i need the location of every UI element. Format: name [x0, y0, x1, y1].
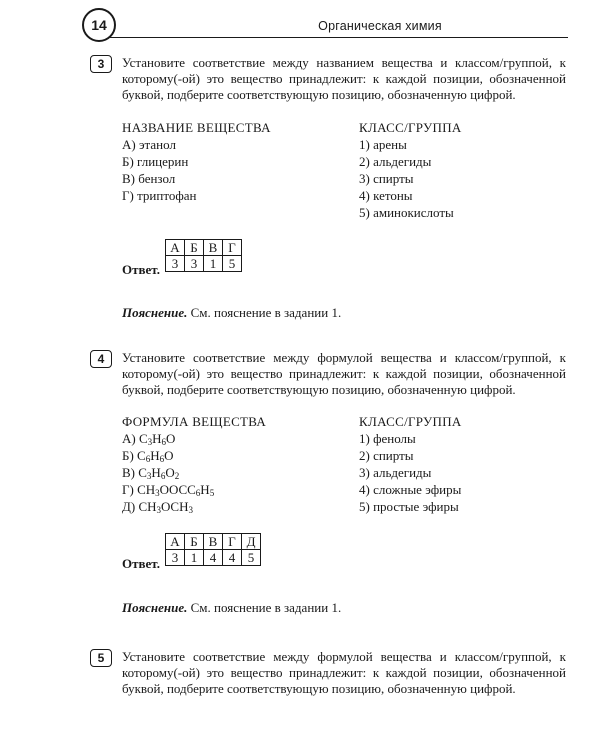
task-3-left-item: Б) глицерин: [122, 154, 189, 169]
answer-digit-cell: 4: [204, 550, 223, 566]
task-4-explanation-label: Пояснение.: [122, 600, 188, 615]
task-5-text: Установите соответствие между формулой вещества и классом/группой, к которому(-ой) это вещество принадлежит: к каждой позиции, обозначенной буквой, подберите соответствующую позицию, обозначенную цифрой.: [122, 649, 566, 696]
task-3-explanation: [122, 305, 341, 321]
task-3-left-item: А) этанол: [122, 137, 176, 152]
answer-digit-cell: 1: [204, 256, 223, 272]
answer-digit-cell: 5: [223, 256, 242, 272]
answer-letter-cell: А: [166, 534, 185, 550]
task-4-right-column: [359, 413, 462, 515]
task-3-right-item: 5) аминокислоты: [359, 205, 454, 220]
task-4-right-heading: КЛАСС/ГРУППА: [359, 414, 462, 429]
task-3-right-item: 2) альдегиды: [359, 154, 432, 169]
header-title: Органическая химия: [318, 19, 442, 33]
task-4-left-column: [122, 413, 266, 515]
task-4-left-heading: ФОРМУЛА ВЕЩЕСТВА: [122, 414, 267, 429]
task-4-right-item: 2) спирты: [359, 448, 414, 463]
answer-digit-cell: 1: [185, 550, 204, 566]
answer-letter-cell: В: [204, 534, 223, 550]
header-rule: [100, 37, 568, 38]
task-3-explanation-label: Пояснение.: [122, 305, 188, 320]
task-3-right-item: 4) кетоны: [359, 188, 413, 203]
task-4-right-item: 3) альдегиды: [359, 465, 432, 480]
task-4-formula-item: А) $C_3H_6O$: [122, 431, 176, 447]
answer-digit-cell: 3: [166, 550, 185, 566]
task-4-answer-label: Ответ.: [122, 556, 160, 571]
answer-digit-cell: 3: [166, 256, 185, 272]
task-3-left-item: В) бензол: [122, 171, 176, 186]
task-4-formula-item: Д) $CH_3OCH_3$: [122, 499, 193, 515]
task-4-formula-item: В) $C_3H_6O_2$: [122, 465, 180, 481]
task-3-left-column: [122, 119, 271, 204]
task-4-explanation-text: См. пояснение в задании 1.: [190, 600, 342, 615]
task-3-right-item: 1) арены: [359, 137, 407, 152]
task-4-text: Установите соответствие между формулой вещества и классом/группой, к которому(-ой) это вещество принадлежит: к каждой позиции, обозначенной буквой, подберите соответствующую позицию, обозначенную цифрой.: [122, 350, 566, 397]
answer-digit-cell: 4: [223, 550, 242, 566]
task-4-answer-table: [165, 533, 261, 566]
answer-letter-cell: А: [166, 240, 185, 256]
answer-letter-cell: Д: [242, 534, 261, 550]
answer-letter-cell: Б: [185, 240, 204, 256]
task-4-right-item: 4) сложные эфиры: [359, 482, 462, 497]
task-4-formula-item: Г) $CH_3OOCC_6H_5$: [122, 482, 215, 498]
task-5-number: 5: [90, 649, 112, 667]
answer-letter-cell: Б: [185, 534, 204, 550]
task-3-left-item: Г) триптофан: [122, 188, 197, 203]
task-4-explanation: [122, 600, 341, 616]
answer-digit-cell: 3: [185, 256, 204, 272]
task-3-answer-table: [165, 239, 242, 272]
task-3-right-heading: КЛАСС/ГРУППА: [359, 120, 462, 135]
task-4-number: 4: [90, 350, 112, 368]
task-4-formula-item: Б) $C_6H_6O$: [122, 448, 174, 464]
task-3-explanation-text: См. пояснение в задании 1.: [190, 305, 342, 320]
task-3-left-heading: НАЗВАНИЕ ВЕЩЕСТВА: [122, 120, 271, 135]
answer-letter-cell: Г: [223, 240, 242, 256]
answer-digit-cell: 5: [242, 550, 261, 566]
page-number: 14: [82, 8, 116, 42]
answer-letter-cell: Г: [223, 534, 242, 550]
task-3-right-item: 3) спирты: [359, 171, 414, 186]
task-4-right-item: 5) простые эфиры: [359, 499, 459, 514]
answer-letter-cell: В: [204, 240, 223, 256]
task-3-answer-label: Ответ.: [122, 262, 160, 277]
task-3-text: Установите соответствие между названием вещества и классом/группой, к которому(-ой) это вещество принадлежит: к каждой позиции, обозначенной буквой, подберите соответствующую позицию, обозначенную цифрой.: [122, 55, 566, 102]
task-3-right-column: [359, 119, 462, 221]
task-3-number: 3: [90, 55, 112, 73]
task-4-right-item: 1) фенолы: [359, 431, 416, 446]
